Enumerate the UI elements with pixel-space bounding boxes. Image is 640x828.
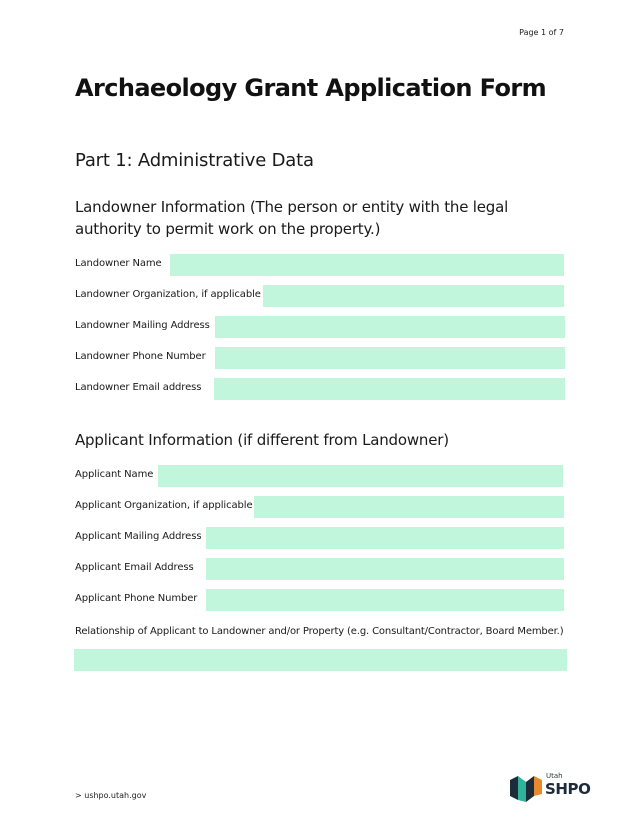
- logo-brand-text: SHPO: [545, 780, 591, 798]
- applicant-name-input[interactable]: [158, 465, 563, 487]
- applicant-email-label: Applicant Email Address: [75, 562, 194, 573]
- landowner-name-row: [75, 254, 565, 276]
- landowner-phone-label: Landowner Phone Number: [75, 351, 206, 362]
- applicant-name-row: [75, 465, 565, 487]
- part-title: Part 1: Administrative Data: [75, 150, 314, 171]
- landowner-email-label: Landowner Email address: [75, 382, 202, 393]
- landowner-phone-row: [75, 347, 565, 369]
- applicant-phone-input[interactable]: [206, 589, 564, 611]
- applicant-section-heading: Applicant Information (if different from Landowner): [75, 431, 449, 449]
- landowner-phone-input[interactable]: [215, 347, 565, 369]
- applicant-mailing-address-label: Applicant Mailing Address: [75, 531, 202, 542]
- applicant-mailing-address-input[interactable]: [206, 527, 564, 549]
- landowner-name-input[interactable]: [170, 254, 564, 276]
- applicant-email-input[interactable]: [206, 558, 564, 580]
- applicant-organization-row: [75, 496, 565, 518]
- landowner-mailing-address-label: Landowner Mailing Address: [75, 320, 210, 331]
- landowner-email-row: [75, 378, 565, 400]
- relationship-input[interactable]: [74, 649, 567, 671]
- relationship-label: Relationship of Applicant to Landowner and/or Property (e.g. Consultant/Contractor, Board Member.): [75, 626, 564, 637]
- applicant-organization-label: Applicant Organization, if applicable: [75, 500, 253, 511]
- applicant-phone-row: [75, 589, 565, 611]
- landowner-organization-input[interactable]: [263, 285, 564, 307]
- form-title: Archaeology Grant Application Form: [75, 74, 547, 102]
- landowner-mailing-address-row: [75, 316, 565, 338]
- page-number: Page 1 of 7: [519, 28, 564, 37]
- logo-state-text: Utah: [546, 772, 563, 780]
- applicant-mailing-address-row: [75, 527, 565, 549]
- footer-url: > ushpo.utah.gov: [75, 791, 147, 800]
- landowner-email-input[interactable]: [214, 378, 565, 400]
- applicant-name-label: Applicant Name: [75, 469, 154, 480]
- landowner-organization-label: Landowner Organization, if applicable: [75, 289, 261, 300]
- applicant-email-row: [75, 558, 565, 580]
- applicant-organization-input[interactable]: [254, 496, 564, 518]
- landowner-name-label: Landowner Name: [75, 258, 162, 269]
- landowner-organization-row: [75, 285, 565, 307]
- landowner-section-heading: Landowner Information (The person or entity with the legal authority to permit work on the property.): [75, 198, 509, 238]
- shpo-logo: [510, 772, 590, 802]
- landowner-mailing-address-input[interactable]: [215, 316, 565, 338]
- applicant-phone-label: Applicant Phone Number: [75, 593, 198, 604]
- shpo-logo-mark-icon: [510, 774, 542, 802]
